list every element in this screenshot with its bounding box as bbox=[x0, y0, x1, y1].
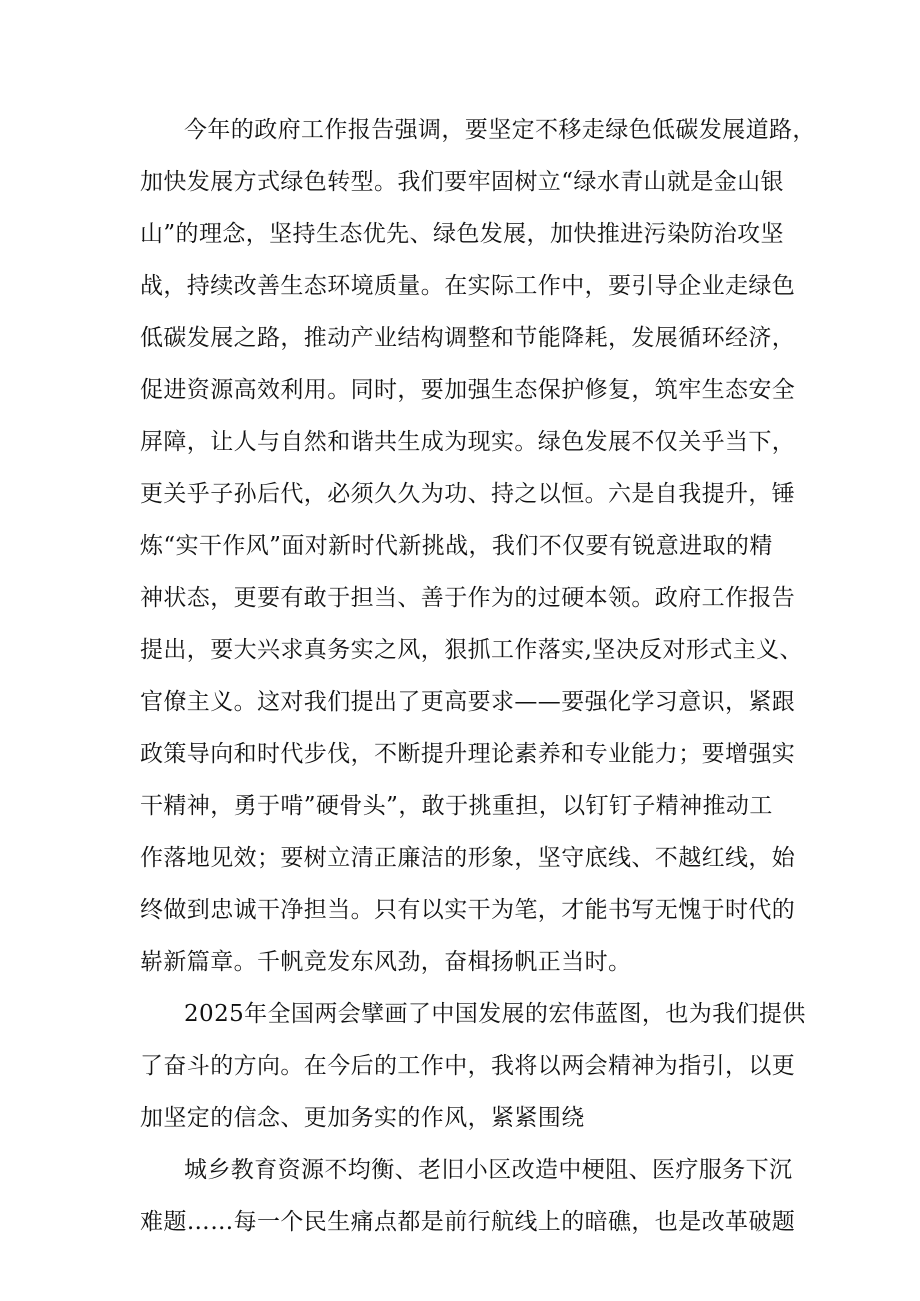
paragraph-2-line-1: 2025年全国两会擘画了中国发展的宏伟蓝图，也为我们提供 bbox=[184, 1001, 806, 1027]
paragraph-1-line-7: 屏障，让人与自然和谐共生成为现实。绿色发展不仅关乎当下， bbox=[140, 429, 796, 455]
paragraph-1-line-5: 低碳发展之路，推动产业结构调整和节能降耗，发展循环经济， bbox=[140, 325, 796, 351]
paragraph-1-line-14: 干精神，勇于啃”硬骨头”，敢于挑重担，以钉钉子精神推动工 bbox=[140, 793, 773, 819]
paragraph-1-line-11: 提出，要大兴求真务实之风，狠抓工作落实,坚决反对形式主义、 bbox=[140, 637, 803, 663]
paragraph-1-line-10: 神状态，更要有敢于担当、善于作为的过硬本领。政府工作报告 bbox=[140, 585, 796, 611]
paragraph-1-line-16: 终做到忠诚干净担当。只有以实干为笔，才能书写无愧于时代的 bbox=[140, 897, 796, 923]
paragraph-1-line-13: 政策导向和时代步伐，不断提升理论素养和专业能力；要增强实 bbox=[140, 741, 796, 767]
paragraph-3-line-1: 城乡教育资源不均衡、老旧小区改造中梗阻、医疗服务下沉 bbox=[184, 1157, 793, 1183]
paragraph-1-line-1: 今年的政府工作报告强调，要坚定不移走绿色低碳发展道路， bbox=[184, 117, 816, 143]
paragraph-1-line-8: 更关乎子孙后代，必须久久为功、持之以恒。六是自我提升，锤 bbox=[140, 481, 796, 507]
paragraph-2-line-3: 加坚定的信念、更加务实的作风，紧紧围绕 bbox=[140, 1105, 585, 1131]
paragraph-1-line-15: 作落地见效；要树立清正廉洁的形象，坚守底线、不越红线，始 bbox=[140, 845, 796, 871]
paragraph-1-line-12: 官僚主义。这对我们提出了更高要求——要强化学习意识，紧跟 bbox=[140, 689, 796, 715]
paragraph-1-line-17: 崭新篇章。千帆竞发东风劲，奋楫扬帆正当时。 bbox=[140, 949, 632, 975]
paragraph-1-line-9: 炼“实干作风”面对新时代新挑战，我们不仅要有锐意进取的精 bbox=[140, 533, 773, 559]
paragraph-1-line-6: 促进资源高效利用。同时，要加强生态保护修复，筑牢生态安全 bbox=[140, 377, 796, 403]
paragraph-1-line-4: 战，持续改善生态环境质量。在实际工作中，要引导企业走绿色 bbox=[140, 273, 796, 299]
paragraph-2-line-2: 了奋斗的方向。在今后的工作中，我将以两会精神为指引，以更 bbox=[140, 1053, 796, 1079]
paragraph-3-line-2: 难题……每一个民生痛点都是前行航线上的暗礁，也是改革破题 bbox=[140, 1209, 796, 1235]
paragraph-1-line-3: 山”的理念，坚持生态优先、绿色发展，加快推进污染防治攻坚 bbox=[140, 221, 784, 247]
paragraph-1-line-2: 加快发展方式绿色转型。我们要牢固树立“绿水青山就是金山银 bbox=[140, 169, 784, 195]
